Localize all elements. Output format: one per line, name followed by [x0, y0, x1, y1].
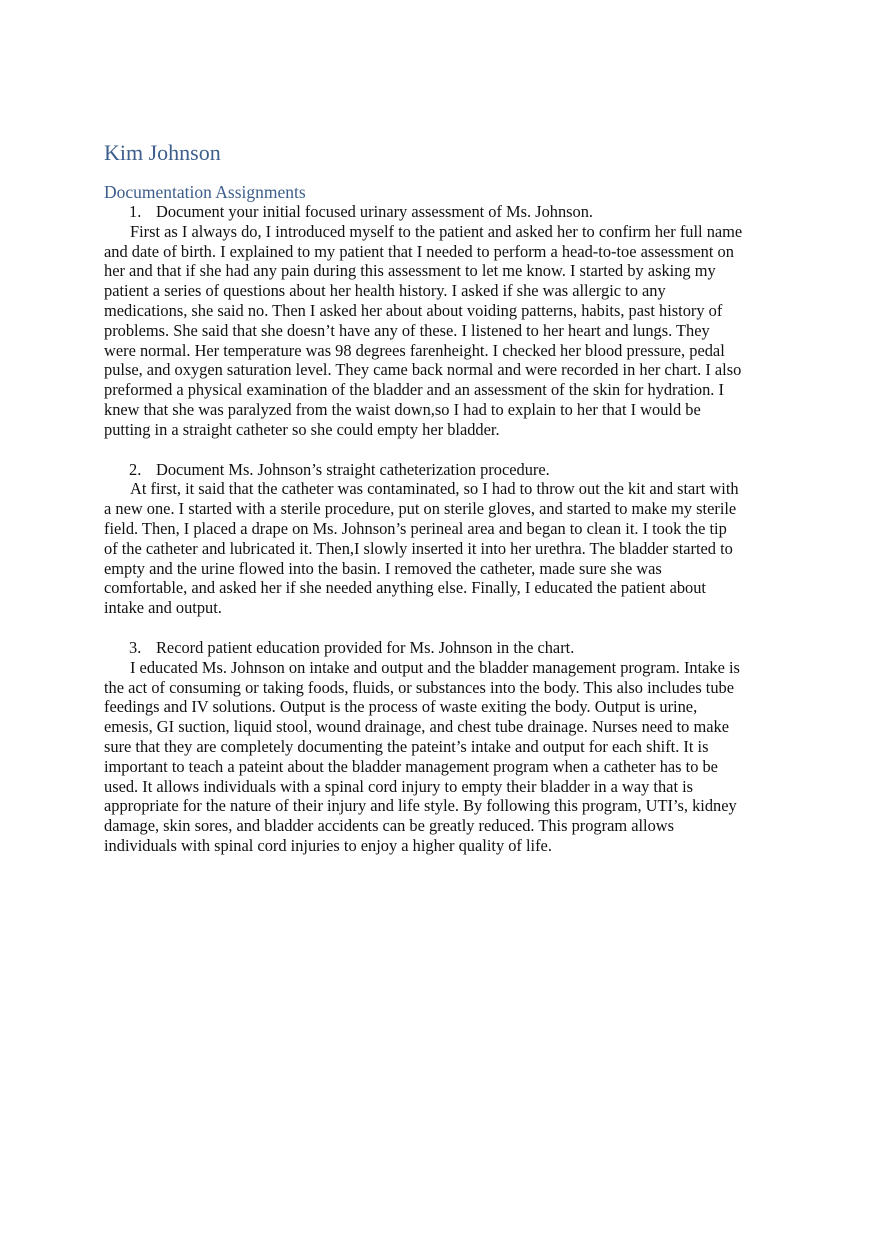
answer-line: appropriate for the nature of their injury and life style. By following this program, UTI’s, kidney: [104, 796, 737, 816]
question-text: Document Ms. Johnson’s straight catheterization procedure.: [156, 459, 550, 479]
answer-line: comfortable, and asked her if she needed anything else. Finally, I educated the patient about: [104, 578, 706, 598]
answer-line: patient a series of questions about her health history. I asked if she was allergic to any: [104, 281, 666, 301]
question-number: 3.: [129, 637, 142, 657]
question-1: [104, 202, 776, 222]
author-name: Kim Johnson: [104, 140, 221, 165]
answer-line: pulse, and oxygen saturation level. They came back normal and were recorded in her chart. I also: [104, 360, 742, 380]
answer-line: the act of consuming or taking foods, fluids, or substances into the body. This also includes tube: [104, 677, 735, 697]
answer-paragraph-1: [104, 222, 776, 440]
answer-line: empty and the urine flowed into the basin. I removed the catheter, made sure she was: [104, 558, 662, 578]
answer-line: sure that they are completely documenting the pateint’s intake and output for each shift. It is: [104, 736, 709, 756]
answer-line: a new one. I started with a sterile procedure, put on sterile gloves, and started to make my sterile: [104, 499, 737, 519]
document-body: [104, 138, 776, 856]
question-2: [104, 460, 776, 480]
answer-line: damage, skin sores, and bladder accidents can be greatly reduced. This program allows: [104, 816, 674, 836]
answer-line: putting in a straight catheter so she could empty her bladder.: [104, 419, 500, 439]
question-number: 1.: [129, 202, 142, 221]
assignment-section-2: [104, 460, 776, 618]
answer-line: field. Then, I placed a drape on Ms. Johnson’s perineal area and began to clean it. I took the tip: [104, 518, 727, 538]
answer-line: intake and output.: [104, 598, 222, 618]
question-text: Record patient education provided for Ms. Johnson in the chart.: [156, 637, 575, 657]
answer-paragraph-3: [104, 658, 776, 856]
section-title: Documentation Assignments: [104, 182, 306, 202]
question-3: [104, 638, 776, 658]
answer-line: used. It allows individuals with a spinal cord injury to empty their bladder in a way that is: [104, 776, 694, 796]
answer-line: and date of birth. I explained to my patient that I needed to perform a head-to-toe assessment on: [104, 241, 734, 261]
assignment-section-3: [104, 638, 776, 856]
answer-line: I educated Ms. Johnson on intake and output and the bladder management program. Intake is: [130, 657, 740, 677]
answer-line: were normal. Her temperature was 98 degrees farenheight. I checked her blood pressure, pedal: [104, 340, 725, 360]
answer-line: emesis, GI suction, liquid stool, wound drainage, and chest tube drainage. Nurses need to make: [104, 717, 729, 737]
answer-line: problems. She said that she doesn’t have any of these. I listened to her heart and lungs. They: [104, 320, 710, 340]
answer-line: At first, it said that the catheter was contaminated, so I had to throw out the kit and start with: [130, 479, 739, 499]
question-number: 2.: [129, 459, 142, 479]
answer-paragraph-2: [104, 479, 776, 618]
answer-line: important to teach a pateint about the bladder management program when a catheter has to be: [104, 756, 718, 776]
question-text: Document your initial focused urinary assessment of Ms. Johnson.: [156, 202, 594, 221]
answer-line: First as I always do, I introduced myself to the patient and asked her to confirm her full name: [130, 221, 743, 241]
answer-line: her and that if she had any pain during this assessment to let me know. I started by asking my: [104, 261, 716, 281]
answer-line: of the catheter and lubricated it. Then,I slowly inserted it into her urethra. The bladder started to: [104, 538, 733, 558]
answer-line: knew that she was paralyzed from the waist down,so I had to explain to her that I would be: [104, 399, 701, 419]
answer-line: feedings and IV solutions. Output is the process of waste exiting the body. Output is urine,: [104, 697, 698, 717]
answer-line: preformed a physical examination of the bladder and an assessment of the skin for hydration. I: [104, 380, 724, 400]
answer-line: individuals with spinal cord injuries to enjoy a higher quality of life.: [104, 835, 552, 855]
assignment-section-1: [104, 202, 776, 440]
answer-line: medications, she said no. Then I asked her about about voiding patterns, habits, past history of: [104, 300, 723, 320]
